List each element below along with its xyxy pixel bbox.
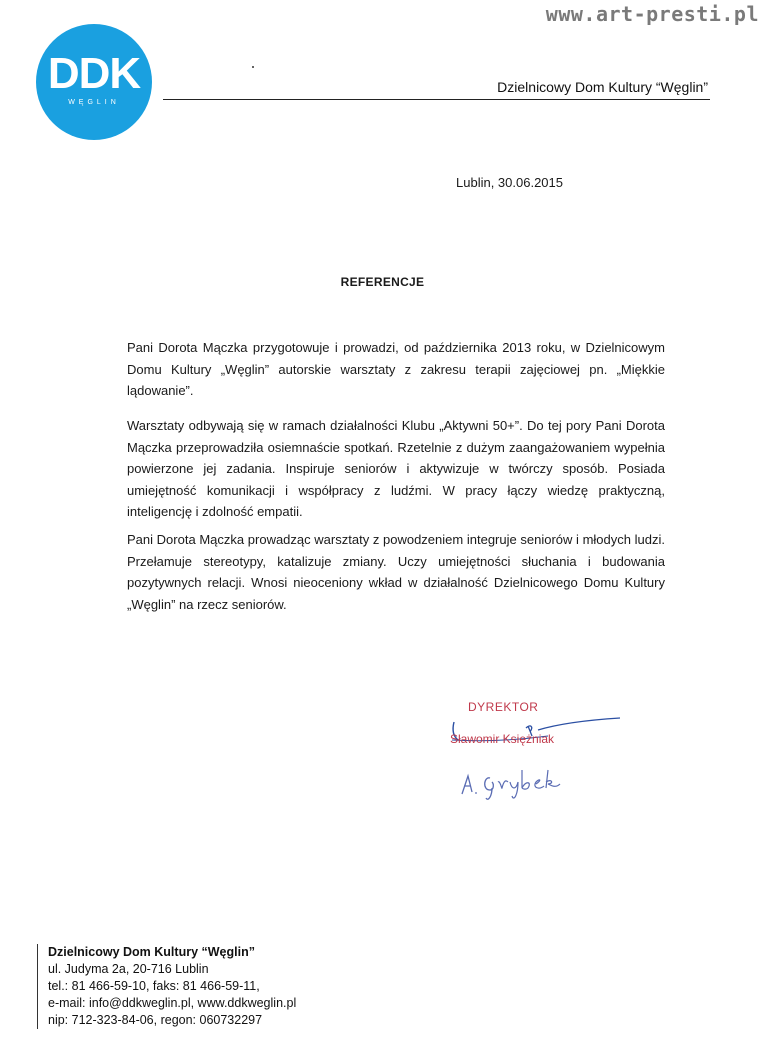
stamp-name: Sławomir Księżniak — [450, 732, 555, 746]
footer-line: nip: 712-323-84-06, regon: 060732297 — [48, 1013, 263, 1027]
body-paragraph-3: Pani Dorota Mączka prowadząc warsztaty z powodzeniem integruje seniorów i młodych ludzi. Przełamuje stereotypy, katalizuje zmiany. Uczy umiejętności słuchania i budowania pozytywnych relacji. Wnosi nieoceniony wkład w działalność Dzielnicowego Domu Kultury „Węglin” na rzecz seniorów. — [127, 532, 665, 612]
letter-subject: REFERENCJE — [340, 275, 425, 289]
handwritten-signature — [456, 764, 576, 806]
letterhead-rule — [163, 99, 710, 100]
watermark-text: www.art-presti.pl — [545, 2, 759, 26]
footer-line: tel.: 81 466-59-10, faks: 81 466-59-11, — [48, 979, 260, 993]
footer-line: e-mail: info@ddkweglin.pl, www.ddkweglin.pl — [48, 996, 297, 1010]
scan-speck — [252, 66, 254, 68]
stamp-title: DYREKTOR — [468, 700, 539, 714]
director-stamp — [448, 700, 628, 752]
footer-line: ul. Judyma 2a, 20-716 Lublin — [48, 962, 209, 976]
logo-main-text: DDK — [47, 49, 141, 98]
body-paragraph-1: Pani Dorota Mączka przygotowuje i prowadzi, od października 2013 roku, w Dzielnicowym Domu Kultury „Węglin” autorskie warsztaty z zakresu terapii zajęciowej pn. „Miękkie lądowanie”. — [127, 340, 665, 398]
logo-sub-text: WĘGLIN — [68, 99, 120, 106]
footer-address — [37, 944, 296, 1029]
letterhead-title: Dzielnicowy Dom Kultury “Węglin” — [497, 79, 708, 95]
ddk-logo — [36, 24, 152, 140]
body-paragraph-2: Warsztaty odbywają się w ramach działalności Klubu „Aktywni 50+”. Do tej pory Pani Dorota Mączka przeprowadziła osiemnaście spotkań. Rzetelnie z dużym zaangażowaniem wypełnia powierzone jej zadania. Inspiruje seniorów i aktywizuje w twórczy sposób. Posiada umiejętność komunikacji i współpracy z ludźmi. W pracy łączy wiedzę praktyczną, inteligencję i zdolność empatii. — [127, 418, 665, 519]
footer-institution-name: Dzielnicowy Dom Kultury “Węglin” — [48, 945, 255, 959]
letter-date: Lublin, 30.06.2015 — [456, 175, 563, 190]
